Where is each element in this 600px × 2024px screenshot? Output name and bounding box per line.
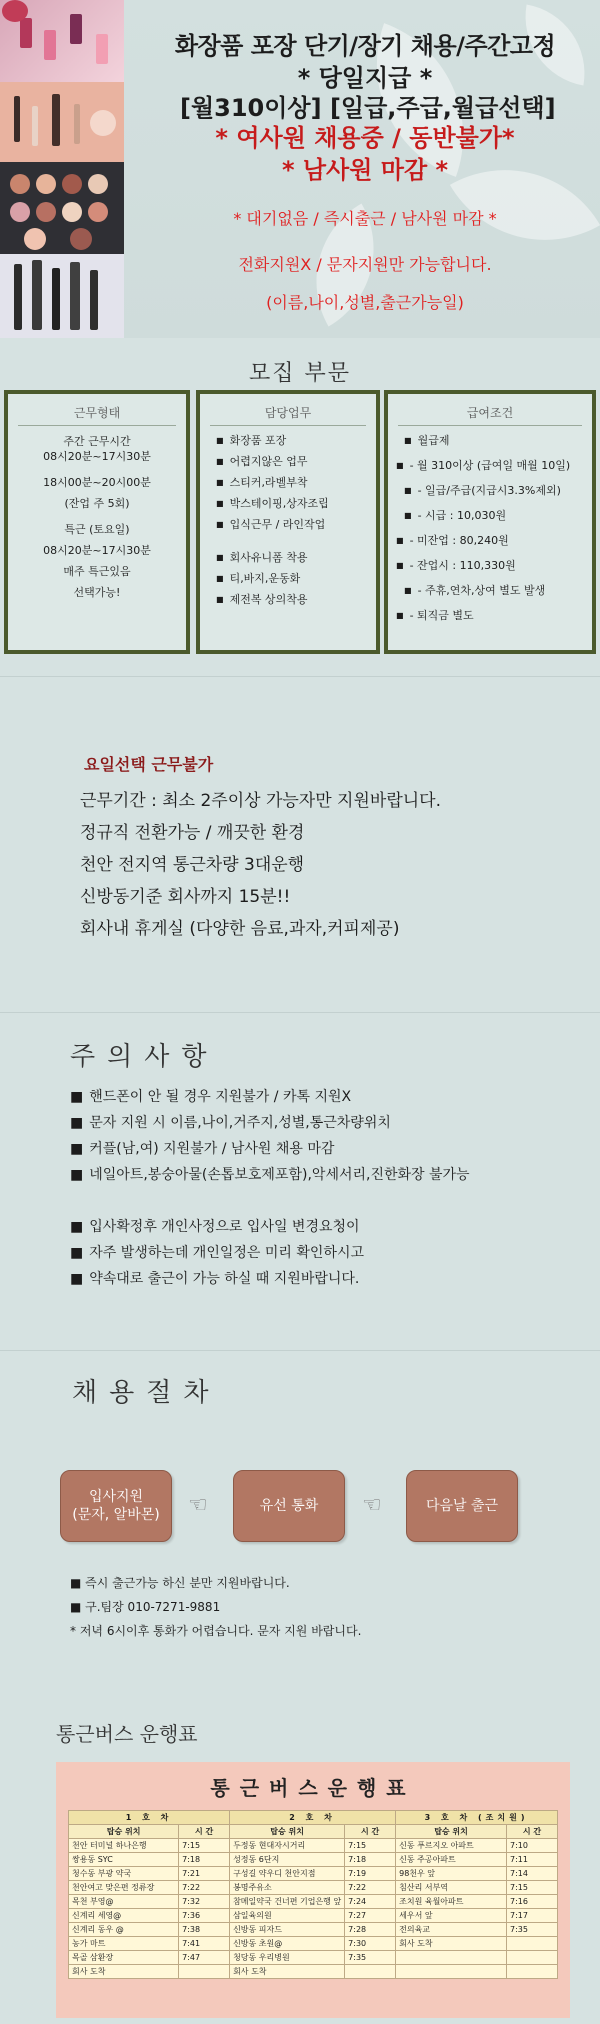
car-header: 1 호 차: [69, 1811, 230, 1825]
duty-item: ■ 화장품 포장: [200, 434, 376, 449]
stop-place-cell: 삼일육의원: [230, 1909, 345, 1923]
stop-time-cell: 7:38: [179, 1923, 230, 1937]
work-line: 선택가능!: [73, 586, 121, 599]
divider: [18, 425, 176, 426]
pointing-hand-icon: ☜: [362, 1493, 382, 1518]
stop-place-cell: 침산리 서부역: [396, 1881, 507, 1895]
hero-banner: [0, 0, 600, 338]
section-divider: [0, 676, 600, 677]
hero-no-waiting: * 대기없음 / 즉시출근 / 남사원 마감 *: [233, 209, 497, 228]
table-row: [69, 1951, 558, 1965]
step-phone-call-label: 유선 통화: [259, 1498, 319, 1514]
procedure-note: ■ 즉시 출근가능 하신 분만 지원바랍니다.: [70, 1576, 290, 1590]
stop-time-cell: 7:27: [345, 1909, 396, 1923]
procedure-title: 채용절차: [72, 1378, 221, 1408]
duty-item: ■ 스티커,라벨부착: [200, 476, 376, 491]
column-header-place: 탑승 위치: [69, 1825, 179, 1839]
pay-item: ■ 월급제: [388, 434, 592, 449]
pay-item: ■ - 주휴,연차,상여 별도 발생: [388, 584, 592, 599]
hero-same-day-pay: * 당일지급 *: [297, 64, 433, 92]
bus-section-title: 통근버스 운행표: [56, 1722, 198, 1746]
work-line: 08시20분~17시30분: [43, 544, 151, 557]
pay-item: ■ - 월 310이상 (급여일 매월 10일): [388, 459, 592, 474]
hero-title: 화장품 포장 단기/장기 채용/주간고정: [174, 32, 556, 60]
stop-time-cell: 7:19: [345, 1867, 396, 1881]
step-start-work-label: 다음날 출근: [425, 1498, 499, 1514]
cosmetics-photo-column: [0, 0, 124, 338]
notice-line: 근무기간 : 최소 2주이상 가능자만 지원바랍니다.: [80, 791, 441, 811]
table-row: [69, 1853, 558, 1867]
column-header-place: 탑승 위치: [396, 1825, 507, 1839]
hero-pay-options: [월310이상] [일급,주급,월급선택]: [180, 94, 556, 122]
step-start-work: [406, 1470, 518, 1542]
stop-time-cell: 7:11: [506, 1853, 557, 1867]
caution-item: ■ 핸드폰이 안 될 경우 지원불가 / 카톡 지원X: [70, 1086, 351, 1106]
stop-time-cell: 7:14: [506, 1867, 557, 1881]
stop-place-cell: 천안여고 맞은편 정류장: [69, 1881, 179, 1895]
stop-time-cell: 7:21: [179, 1867, 230, 1881]
duty-item: ■ 어렵지않은 업무: [200, 455, 376, 470]
stop-time-cell: 7:24: [345, 1895, 396, 1909]
step-apply-label: 입사지원: [88, 1489, 144, 1505]
caution-item: ■ 문자 지원 시 이름,나이,거주지,성별,통근차량위치: [70, 1112, 391, 1132]
column-header-time: 시 간: [179, 1825, 230, 1839]
stop-time-cell: [506, 1965, 557, 1979]
stop-time-cell: 7:15: [506, 1881, 557, 1895]
pay-item: ■ - 잔업시 : 110,330원: [388, 559, 592, 574]
duty-item: ■ 회사유니폼 착용: [200, 551, 376, 566]
work-line: (잔업 주 5회): [64, 497, 130, 510]
table-row: [69, 1923, 558, 1937]
stop-time-cell: [506, 1951, 557, 1965]
stop-place-cell: 천안 터미널 하나은행: [69, 1839, 179, 1853]
step-apply-sublabel: (문자, 알바몬): [72, 1507, 160, 1523]
bus-schedule-panel: [56, 1762, 570, 2018]
stop-time-cell: 7:10: [506, 1839, 557, 1853]
stop-place-cell: 두정동 현대자시거리: [230, 1839, 345, 1853]
work-line: 18시00분~20시00분: [43, 476, 151, 489]
hero-male-closed: * 남사원 마감 *: [281, 156, 449, 184]
stop-place-cell: 신동 주공아파트: [396, 1853, 507, 1867]
nail-polish-photo: [0, 0, 124, 82]
table-row: [69, 1895, 558, 1909]
table-row: [69, 1965, 558, 1979]
procedure-contact: ■ 구.팀장 010-7271-9881: [70, 1600, 221, 1614]
step-phone-call: [233, 1470, 345, 1542]
stop-place-cell: 98천우 앞: [396, 1867, 507, 1881]
stop-time-cell: 7:36: [179, 1909, 230, 1923]
column-header-time: 시 간: [345, 1825, 396, 1839]
stop-place-cell: 회사 도착: [396, 1937, 507, 1951]
stop-place-cell: [396, 1951, 507, 1965]
section-divider: [0, 1350, 600, 1351]
stop-place-cell: 농가 마트: [69, 1937, 179, 1951]
notice-line: 정규직 전환가능 / 깨끗한 환경: [80, 823, 305, 843]
stop-place-cell: 신방동 피자드: [230, 1923, 345, 1937]
duty-item: ■ 박스테이핑,상자조립: [200, 497, 376, 512]
notice-line: 회사내 휴게실 (다양한 음료,과자,커피제공): [80, 919, 400, 939]
stop-place-cell: 조치원 육월아파트: [396, 1895, 507, 1909]
stop-time-cell: 7:15: [179, 1839, 230, 1853]
table-row: [69, 1839, 558, 1853]
column-header-place: 탑승 위치: [230, 1825, 345, 1839]
stop-place-cell: 신계리 세영@: [69, 1909, 179, 1923]
caution-item: ■ 자주 발생하는데 개인일정은 미리 확인하시고: [70, 1242, 364, 1262]
work-line: 주간 근무시간: [63, 435, 131, 448]
stop-time-cell: 7:17: [506, 1909, 557, 1923]
stop-time-cell: 7:18: [345, 1853, 396, 1867]
work-line: 매주 특근있음: [63, 565, 131, 578]
hero-sms-only: 전화지원X / 문자지원만 가능합니다.: [238, 255, 492, 274]
bus-schedule-table: [68, 1810, 558, 1979]
stop-place-cell: 세우서 앞: [396, 1909, 507, 1923]
stop-place-cell: 청수동 부광 약국: [69, 1867, 179, 1881]
stop-time-cell: 7:41: [179, 1937, 230, 1951]
step-apply: [60, 1470, 172, 1542]
hero-sms-info: (이름,나이,성별,출근가능일): [266, 293, 464, 312]
stop-place-cell: 회사 도착: [69, 1965, 179, 1979]
stop-time-cell: 7:35: [345, 1951, 396, 1965]
procedure-note: * 저녁 6시이후 통화가 어렵습니다. 문자 지원 바랍니다.: [70, 1624, 362, 1638]
stop-time-cell: [345, 1965, 396, 1979]
duty-item: ■ 티,바지,운동화: [200, 572, 376, 587]
stop-time-cell: 7:28: [345, 1923, 396, 1937]
stop-time-cell: 7:16: [506, 1895, 557, 1909]
stop-place-cell: 쌍용동 SYC: [69, 1853, 179, 1867]
work-line: 특근 (토요일): [64, 523, 130, 536]
notice-no-day-choice: 요일선택 근무불가: [84, 755, 214, 774]
stop-place-cell: 청당동 우리병원: [230, 1951, 345, 1965]
stop-place-cell: 봉명주유소: [230, 1881, 345, 1895]
hero-female-hiring: * 여사원 채용중 / 동반불가*: [215, 124, 515, 152]
section-divider: [0, 1012, 600, 1013]
work-type-box: [4, 390, 190, 654]
notice-line: 신방동기준 회사까지 15분!!: [80, 887, 291, 907]
caution-item: ■ 커플(남,여) 지원불가 / 남사원 채용 마감: [70, 1138, 334, 1158]
stop-place-cell: 전의육교: [396, 1923, 507, 1937]
stop-place-cell: 구성길 약우디 천안지점: [230, 1867, 345, 1881]
makeup-brushes-photo: [0, 254, 124, 338]
stop-place-cell: 신동 푸르지오 아파트: [396, 1839, 507, 1853]
car-header: 2 호 차: [230, 1811, 396, 1825]
stop-time-cell: 7:30: [345, 1937, 396, 1951]
stop-time-cell: 7:22: [345, 1881, 396, 1895]
table-row: [69, 1909, 558, 1923]
stop-place-cell: 신방동 초원@: [230, 1937, 345, 1951]
stop-place-cell: 신계리 동우 @: [69, 1923, 179, 1937]
caution-title: 주의사항: [70, 1042, 219, 1072]
stop-place-cell: 참메일약국 건너편 기업은행 앞: [230, 1895, 345, 1909]
duty-box: [196, 390, 380, 654]
pay-item: ■ - 일급/주급(지급시3.3%제외): [388, 484, 592, 499]
stop-time-cell: [179, 1965, 230, 1979]
car-header: 3 호 차 (조치원): [396, 1811, 558, 1825]
stop-time-cell: 7:15: [345, 1839, 396, 1853]
cosmetic-tools-photo: [0, 82, 124, 162]
recruit-section-title: 모집 부문: [248, 361, 351, 386]
bus-table-title: 통근버스운행표: [210, 1776, 416, 1800]
pay-item: ■ - 퇴직금 별도: [388, 609, 592, 624]
stop-place-cell: [396, 1965, 507, 1979]
caution-item: ■ 입사확정후 개인사정으로 입사일 변경요청이: [70, 1216, 360, 1236]
pay-item: ■ - 시급 : 10,030원: [388, 509, 592, 524]
pointing-hand-icon: ☜: [188, 1493, 208, 1518]
divider: [398, 425, 582, 426]
stop-place-cell: 목천 부영@: [69, 1895, 179, 1909]
table-row: [69, 1881, 558, 1895]
pay-item: ■ - 미잔업 : 80,240원: [388, 534, 592, 549]
bus-table-body: [69, 1839, 558, 1979]
duty-item: ■ 제전복 상의착용: [200, 593, 376, 608]
eyeshadow-palette-photo: [0, 162, 124, 254]
stop-time-cell: 7:35: [506, 1923, 557, 1937]
divider: [210, 425, 366, 426]
stop-time-cell: 7:32: [179, 1895, 230, 1909]
pay-box: [384, 390, 596, 654]
caution-item: ■ 약속대로 출근이 가능 하실 때 지원바랍니다.: [70, 1268, 359, 1288]
stop-time-cell: 7:18: [179, 1853, 230, 1867]
stop-place-cell: 목골 삼환장: [69, 1951, 179, 1965]
stop-time-cell: 7:22: [179, 1881, 230, 1895]
duty-header: 담당업무: [264, 406, 312, 420]
stop-time-cell: [506, 1937, 557, 1951]
work-line: 08시20분~17시30분: [43, 450, 151, 463]
stop-time-cell: 7:47: [179, 1951, 230, 1965]
stop-place-cell: 성정동 6단지: [230, 1853, 345, 1867]
duty-item: ■ 입식근무 / 라인작업: [200, 518, 376, 533]
caution-item: ■ 네일아트,봉숭아물(손톱보호제포함),악세서리,진한화장 불가능: [70, 1164, 470, 1184]
notice-line: 천안 전지역 통근차량 3대운행: [80, 855, 305, 875]
stop-place-cell: 회사 도착: [230, 1965, 345, 1979]
work-type-header: 근무형태: [73, 406, 121, 420]
table-row: [69, 1867, 558, 1881]
pay-header: 급여조건: [466, 406, 514, 420]
column-header-time: 시 간: [506, 1825, 557, 1839]
table-row: [69, 1937, 558, 1951]
